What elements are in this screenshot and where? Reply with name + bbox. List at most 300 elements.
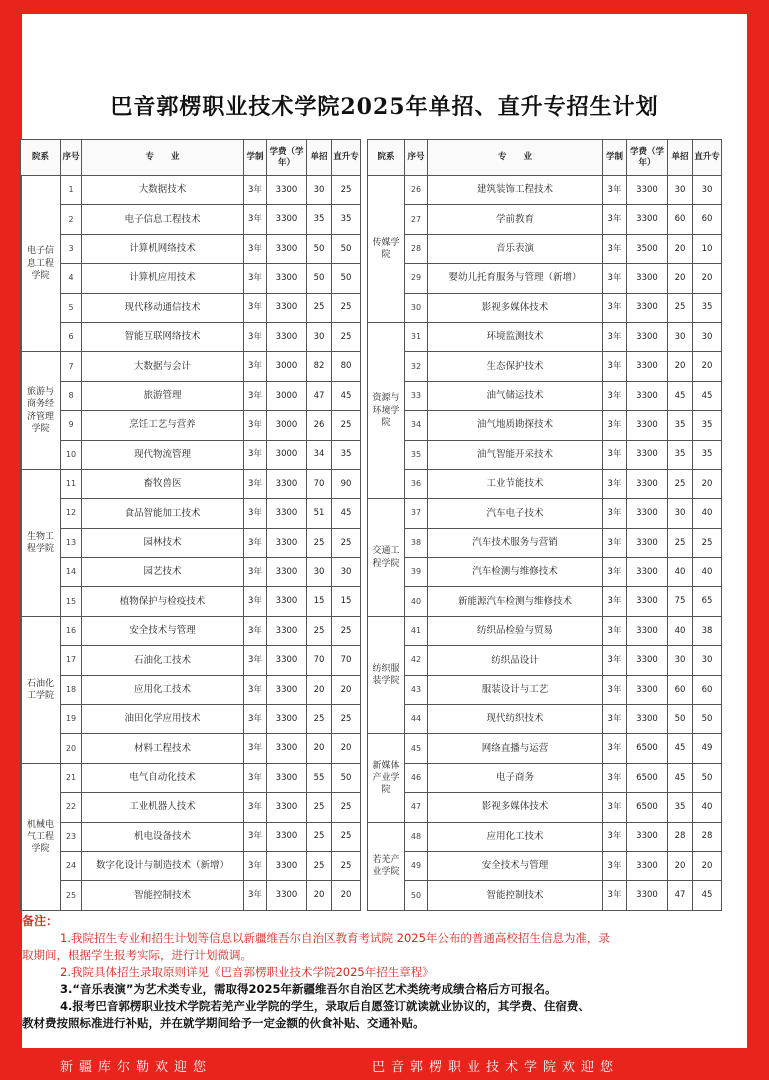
seq-cell: 47	[405, 793, 428, 822]
table-row	[21, 440, 361, 469]
fee-cell: 3300	[627, 851, 668, 880]
direct-quota-cell: 25	[332, 322, 361, 351]
years-cell: 3年	[244, 352, 267, 381]
major-cell: 应用化工技术	[82, 675, 244, 704]
seq-cell: 13	[61, 528, 82, 557]
footer-welcome-korla: 新疆库尔勒欢迎您	[60, 1060, 213, 1075]
table-row	[21, 793, 361, 822]
header-major: 专 业	[82, 140, 244, 176]
direct-quota-cell: 45	[332, 499, 361, 528]
seq-cell: 15	[61, 587, 82, 616]
table-row	[21, 205, 361, 234]
fee-cell: 3300	[267, 234, 307, 263]
years-cell: 3年	[244, 705, 267, 734]
years-cell: 3年	[244, 293, 267, 322]
single-quota-cell: 20	[668, 352, 693, 381]
seq-cell: 30	[405, 293, 428, 322]
table-row	[21, 763, 361, 792]
major-cell: 网络直播与运营	[428, 734, 603, 763]
direct-quota-cell: 30	[332, 558, 361, 587]
single-quota-cell: 60	[668, 205, 693, 234]
department-cell: 新媒体产业学院	[368, 734, 405, 822]
seq-cell: 16	[61, 616, 82, 645]
major-cell: 园林技术	[82, 528, 244, 557]
years-cell: 3年	[244, 646, 267, 675]
major-cell: 音乐表演	[428, 234, 603, 263]
seq-cell: 40	[405, 587, 428, 616]
fee-cell: 3300	[627, 176, 668, 205]
seq-cell: 48	[405, 822, 428, 851]
header-fee: 学费（学年）	[627, 140, 668, 176]
fee-cell: 3300	[627, 558, 668, 587]
seq-cell: 45	[405, 734, 428, 763]
seq-cell: 46	[405, 763, 428, 792]
fee-cell: 3300	[267, 528, 307, 557]
fee-cell: 3300	[267, 881, 307, 911]
years-cell: 3年	[244, 205, 267, 234]
fee-cell: 3300	[267, 616, 307, 645]
table-row	[21, 264, 361, 293]
table-row	[368, 705, 722, 734]
fee-cell: 3300	[627, 293, 668, 322]
seq-cell: 27	[405, 205, 428, 234]
years-cell: 3年	[603, 499, 627, 528]
major-cell: 数字化设计与制造技术（新增）	[82, 851, 244, 880]
single-quota-cell: 40	[668, 616, 693, 645]
single-quota-cell: 25	[307, 793, 332, 822]
years-cell: 3年	[603, 646, 627, 675]
single-quota-cell: 20	[668, 234, 693, 263]
fee-cell: 3300	[627, 528, 668, 557]
table-row	[21, 499, 361, 528]
table-header-row	[368, 140, 722, 176]
single-quota-cell: 45	[668, 381, 693, 410]
table-row	[368, 322, 722, 351]
years-cell: 3年	[603, 558, 627, 587]
major-cell: 畜牧兽医	[82, 469, 244, 498]
years-cell: 3年	[603, 234, 627, 263]
table-row	[368, 469, 722, 498]
fee-cell: 3300	[267, 558, 307, 587]
major-cell: 智能控制技术	[82, 881, 244, 911]
years-cell: 3年	[603, 469, 627, 498]
years-cell: 3年	[603, 264, 627, 293]
major-cell: 学前教育	[428, 205, 603, 234]
note-1-line-1: 1.我院招生专业和招生计划等信息以新疆维吾尔自治区教育考试院 2025年公布的普通高校招生信息为准，录	[60, 931, 610, 945]
seq-cell: 24	[61, 851, 82, 880]
direct-quota-cell: 50	[693, 705, 722, 734]
table-row	[21, 558, 361, 587]
seq-cell: 2	[61, 205, 82, 234]
years-cell: 3年	[244, 734, 267, 763]
major-cell: 工业节能技术	[428, 469, 603, 498]
years-cell: 3年	[244, 881, 267, 911]
top-red-border	[0, 0, 769, 14]
direct-quota-cell: 50	[332, 264, 361, 293]
major-cell: 纺织品检验与贸易	[428, 616, 603, 645]
years-cell: 3年	[244, 264, 267, 293]
table-row	[368, 763, 722, 792]
single-quota-cell: 20	[307, 881, 332, 911]
direct-quota-cell: 30	[693, 646, 722, 675]
direct-quota-cell: 28	[693, 822, 722, 851]
years-cell: 3年	[244, 469, 267, 498]
years-cell: 3年	[603, 822, 627, 851]
seq-cell: 35	[405, 440, 428, 469]
seq-cell: 22	[61, 793, 82, 822]
single-quota-cell: 20	[668, 851, 693, 880]
direct-quota-cell: 60	[693, 205, 722, 234]
major-cell: 电子商务	[428, 763, 603, 792]
major-cell: 安全技术与管理	[82, 616, 244, 645]
department-cell: 机械电气工程学院	[21, 763, 61, 910]
single-quota-cell: 25	[668, 469, 693, 498]
direct-quota-cell: 20	[693, 469, 722, 498]
department-cell: 生物工程学院	[21, 469, 61, 616]
table-row	[21, 822, 361, 851]
table-row	[368, 646, 722, 675]
years-cell: 3年	[603, 205, 627, 234]
table-row	[368, 587, 722, 616]
fee-cell: 3300	[267, 205, 307, 234]
single-quota-cell: 55	[307, 763, 332, 792]
years-cell: 3年	[603, 763, 627, 792]
major-cell: 智能控制技术	[428, 881, 603, 911]
single-quota-cell: 35	[307, 205, 332, 234]
seq-cell: 12	[61, 499, 82, 528]
direct-quota-cell: 50	[332, 234, 361, 263]
years-cell: 3年	[603, 293, 627, 322]
table-row	[368, 234, 722, 263]
table-row	[21, 587, 361, 616]
enrollment-table-right	[367, 139, 721, 911]
header-seq: 序号	[405, 140, 428, 176]
major-cell: 食品智能加工技术	[82, 499, 244, 528]
fee-cell: 6500	[627, 763, 668, 792]
years-cell: 3年	[603, 587, 627, 616]
seq-cell: 17	[61, 646, 82, 675]
direct-quota-cell: 30	[693, 176, 722, 205]
direct-quota-cell: 40	[693, 558, 722, 587]
fee-cell: 3300	[267, 822, 307, 851]
direct-quota-cell: 25	[332, 293, 361, 322]
major-cell: 汽车技术服务与营销	[428, 528, 603, 557]
fee-cell: 3300	[267, 322, 307, 351]
footer-banner	[0, 1048, 769, 1080]
years-cell: 3年	[603, 176, 627, 205]
fee-cell: 3300	[627, 587, 668, 616]
single-quota-cell: 30	[307, 322, 332, 351]
years-cell: 3年	[244, 851, 267, 880]
direct-quota-cell: 20	[693, 851, 722, 880]
fee-cell: 3300	[267, 763, 307, 792]
table-row	[368, 264, 722, 293]
header-direct: 直升专	[693, 140, 722, 176]
direct-quota-cell: 25	[332, 793, 361, 822]
direct-quota-cell: 70	[332, 646, 361, 675]
seq-cell: 23	[61, 822, 82, 851]
major-cell: 油气储运技术	[428, 381, 603, 410]
single-quota-cell: 25	[307, 705, 332, 734]
fee-cell: 3300	[267, 469, 307, 498]
table-row	[368, 499, 722, 528]
seq-cell: 32	[405, 352, 428, 381]
single-quota-cell: 25	[307, 822, 332, 851]
single-quota-cell: 20	[668, 264, 693, 293]
single-quota-cell: 60	[668, 675, 693, 704]
fee-cell: 3300	[627, 440, 668, 469]
fee-cell: 3500	[627, 234, 668, 263]
major-cell: 环境监测技术	[428, 322, 603, 351]
seq-cell: 26	[405, 176, 428, 205]
note-2: 2.我院具体招生录取原则详见《巴音郭楞职业技术学院2025年招生章程》	[60, 965, 434, 979]
header-years: 学制	[603, 140, 627, 176]
major-cell: 烹饪工艺与营养	[82, 411, 244, 440]
major-cell: 安全技术与管理	[428, 851, 603, 880]
major-cell: 材料工程技术	[82, 734, 244, 763]
years-cell: 3年	[603, 381, 627, 410]
single-quota-cell: 30	[668, 646, 693, 675]
direct-quota-cell: 80	[332, 352, 361, 381]
seq-cell: 6	[61, 322, 82, 351]
fee-cell: 3300	[627, 675, 668, 704]
fee-cell: 3300	[627, 381, 668, 410]
major-cell: 旅游管理	[82, 381, 244, 410]
single-quota-cell: 30	[668, 322, 693, 351]
major-cell: 石油化工技术	[82, 646, 244, 675]
table-row	[21, 705, 361, 734]
table-row	[368, 616, 722, 645]
single-quota-cell: 30	[307, 558, 332, 587]
seq-cell: 10	[61, 440, 82, 469]
fee-cell: 3300	[627, 352, 668, 381]
single-quota-cell: 25	[307, 616, 332, 645]
seq-cell: 8	[61, 381, 82, 410]
seq-cell: 3	[61, 234, 82, 263]
direct-quota-cell: 49	[693, 734, 722, 763]
header-major: 专 业	[428, 140, 603, 176]
table-row	[21, 234, 361, 263]
fee-cell: 3300	[627, 822, 668, 851]
major-cell: 应用化工技术	[428, 822, 603, 851]
years-cell: 3年	[603, 322, 627, 351]
table-row	[368, 293, 722, 322]
notes-heading: 备注：	[22, 914, 59, 928]
header-single: 单招	[307, 140, 332, 176]
major-cell: 大数据技术	[82, 176, 244, 205]
header-single: 单招	[668, 140, 693, 176]
major-cell: 机电设备技术	[82, 822, 244, 851]
years-cell: 3年	[244, 381, 267, 410]
single-quota-cell: 50	[307, 264, 332, 293]
table-row	[21, 176, 361, 205]
direct-quota-cell: 45	[693, 881, 722, 911]
fee-cell: 3300	[627, 646, 668, 675]
seq-cell: 49	[405, 851, 428, 880]
table-row	[368, 675, 722, 704]
direct-quota-cell: 25	[332, 528, 361, 557]
department-cell: 纺织服装学院	[368, 616, 405, 734]
single-quota-cell: 35	[668, 440, 693, 469]
table-row	[21, 469, 361, 498]
major-cell: 纺织品设计	[428, 646, 603, 675]
fee-cell: 3000	[267, 440, 307, 469]
single-quota-cell: 25	[307, 293, 332, 322]
table-row	[21, 851, 361, 880]
footer-welcome-college: 巴音郭楞职业技术学院欢迎您	[372, 1060, 620, 1075]
direct-quota-cell: 30	[693, 322, 722, 351]
seq-cell: 5	[61, 293, 82, 322]
years-cell: 3年	[244, 499, 267, 528]
direct-quota-cell: 60	[693, 675, 722, 704]
fee-cell: 3300	[627, 499, 668, 528]
years-cell: 3年	[603, 675, 627, 704]
direct-quota-cell: 20	[332, 734, 361, 763]
fee-cell: 3300	[627, 205, 668, 234]
single-quota-cell: 82	[307, 352, 332, 381]
major-cell: 油气智能开采技术	[428, 440, 603, 469]
fee-cell: 3300	[267, 587, 307, 616]
direct-quota-cell: 25	[332, 616, 361, 645]
major-cell: 油气地质勘探技术	[428, 411, 603, 440]
direct-quota-cell: 50	[332, 763, 361, 792]
fee-cell: 3300	[267, 499, 307, 528]
years-cell: 3年	[603, 411, 627, 440]
direct-quota-cell: 25	[693, 528, 722, 557]
years-cell: 3年	[244, 440, 267, 469]
table-header-row	[21, 140, 361, 176]
seq-cell: 18	[61, 675, 82, 704]
direct-quota-cell: 35	[332, 440, 361, 469]
direct-quota-cell: 20	[332, 675, 361, 704]
major-cell: 现代纺织技术	[428, 705, 603, 734]
table-row	[368, 851, 722, 880]
major-cell: 汽车电子技术	[428, 499, 603, 528]
right-red-border	[747, 0, 769, 1080]
years-cell: 3年	[244, 558, 267, 587]
single-quota-cell: 30	[668, 499, 693, 528]
single-quota-cell: 70	[307, 469, 332, 498]
direct-quota-cell: 45	[693, 381, 722, 410]
direct-quota-cell: 20	[693, 352, 722, 381]
years-cell: 3年	[244, 793, 267, 822]
seq-cell: 1	[61, 176, 82, 205]
direct-quota-cell: 65	[693, 587, 722, 616]
header-dept: 院系	[368, 140, 405, 176]
table-row	[21, 352, 361, 381]
single-quota-cell: 50	[668, 705, 693, 734]
direct-quota-cell: 45	[332, 381, 361, 410]
fee-cell: 3300	[627, 469, 668, 498]
major-cell: 大数据与会计	[82, 352, 244, 381]
years-cell: 3年	[603, 705, 627, 734]
header-dept: 院系	[21, 140, 61, 176]
years-cell: 3年	[603, 528, 627, 557]
seq-cell: 14	[61, 558, 82, 587]
years-cell: 3年	[244, 234, 267, 263]
years-cell: 3年	[603, 616, 627, 645]
fee-cell: 3300	[267, 851, 307, 880]
years-cell: 3年	[244, 675, 267, 704]
single-quota-cell: 45	[668, 763, 693, 792]
seq-cell: 25	[61, 881, 82, 911]
table-row	[368, 822, 722, 851]
fee-cell: 3300	[267, 293, 307, 322]
single-quota-cell: 26	[307, 411, 332, 440]
years-cell: 3年	[244, 176, 267, 205]
single-quota-cell: 45	[668, 734, 693, 763]
seq-cell: 31	[405, 322, 428, 351]
department-cell: 旅游与商务经济管理学院	[21, 352, 61, 470]
fee-cell: 3000	[267, 352, 307, 381]
years-cell: 3年	[603, 440, 627, 469]
direct-quota-cell: 15	[332, 587, 361, 616]
major-cell: 生态保护技术	[428, 352, 603, 381]
major-cell: 婴幼儿托育服务与管理（新增）	[428, 264, 603, 293]
direct-quota-cell: 90	[332, 469, 361, 498]
seq-cell: 21	[61, 763, 82, 792]
major-cell: 园艺技术	[82, 558, 244, 587]
header-seq: 序号	[61, 140, 82, 176]
header-fee: 学费（学年）	[267, 140, 307, 176]
direct-quota-cell: 10	[693, 234, 722, 263]
years-cell: 3年	[244, 322, 267, 351]
table-row	[368, 440, 722, 469]
fee-cell: 3300	[267, 176, 307, 205]
seq-cell: 11	[61, 469, 82, 498]
direct-quota-cell: 40	[693, 793, 722, 822]
major-cell: 油田化学应用技术	[82, 705, 244, 734]
department-cell: 资源与环境学院	[368, 322, 405, 498]
seq-cell: 43	[405, 675, 428, 704]
single-quota-cell: 47	[668, 881, 693, 911]
note-4-line-1: 4.报考巴音郭楞职业技术学院若羌产业学院的学生，录取后自愿签订就读就业协议的，其学费、住宿费、	[60, 999, 590, 1013]
single-quota-cell: 30	[668, 176, 693, 205]
direct-quota-cell: 25	[332, 822, 361, 851]
table-row	[21, 293, 361, 322]
major-cell: 影视多媒体技术	[428, 793, 603, 822]
fee-cell: 3300	[267, 675, 307, 704]
direct-quota-cell: 35	[693, 293, 722, 322]
table-row	[21, 411, 361, 440]
fee-cell: 3000	[267, 411, 307, 440]
years-cell: 3年	[603, 793, 627, 822]
seq-cell: 37	[405, 499, 428, 528]
single-quota-cell: 47	[307, 381, 332, 410]
table-row	[368, 176, 722, 205]
seq-cell: 19	[61, 705, 82, 734]
years-cell: 3年	[603, 734, 627, 763]
major-cell: 现代移动通信技术	[82, 293, 244, 322]
table-row	[368, 528, 722, 557]
single-quota-cell: 20	[307, 734, 332, 763]
single-quota-cell: 70	[307, 646, 332, 675]
major-cell: 影视多媒体技术	[428, 293, 603, 322]
single-quota-cell: 25	[668, 293, 693, 322]
seq-cell: 41	[405, 616, 428, 645]
direct-quota-cell: 20	[332, 881, 361, 911]
fee-cell: 3300	[267, 705, 307, 734]
single-quota-cell: 28	[668, 822, 693, 851]
direct-quota-cell: 38	[693, 616, 722, 645]
fee-cell: 3300	[627, 322, 668, 351]
table-row	[368, 352, 722, 381]
table-row	[368, 558, 722, 587]
fee-cell: 6500	[627, 734, 668, 763]
seq-cell: 33	[405, 381, 428, 410]
department-cell: 交通工程学院	[368, 499, 405, 617]
single-quota-cell: 30	[307, 176, 332, 205]
